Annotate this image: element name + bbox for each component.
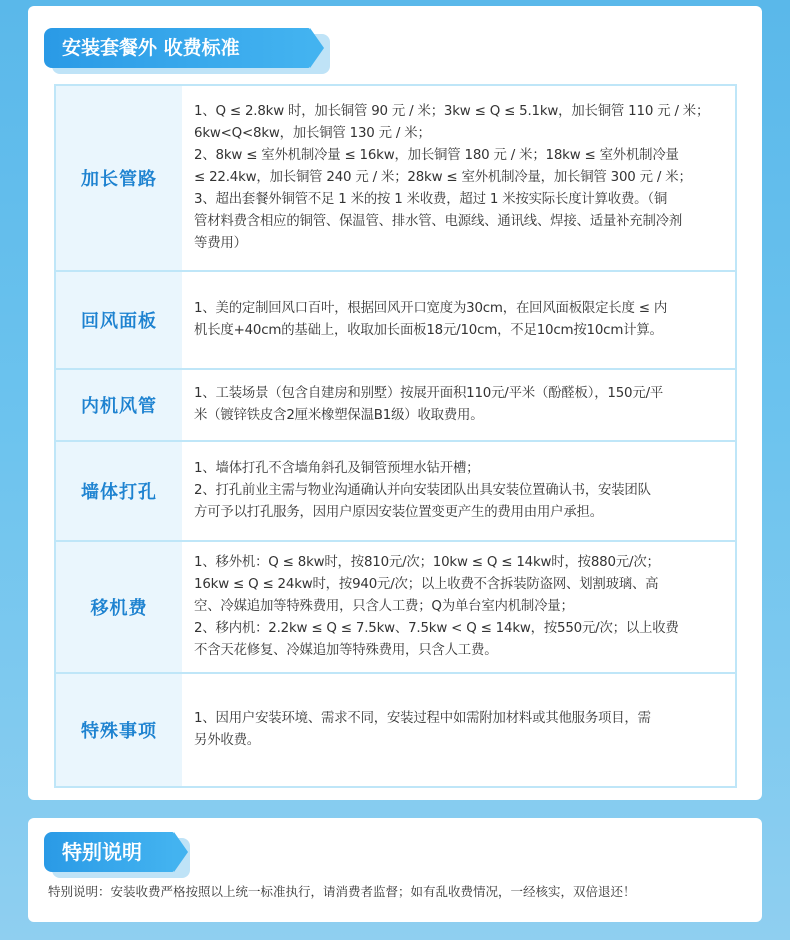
row-line: 等费用） [194,236,247,251]
row-line: 方可予以打孔服务，因用户原因安装位置变更产生的费用由用户承担。 [194,505,603,520]
table-row-extended-pipe [56,86,735,272]
row-label: 移机费 [56,542,182,672]
row-line: 2、移内机：2.2kw ≤ Q ≤ 7.5kw、7.5kw < Q ≤ 14kw，按550元/次；以上收费 [194,621,679,636]
row-line: 空、冷媒追加等特殊费用，只含人工费；Q为单台室内机制冷量； [194,599,574,614]
section-title-fees: 安装套餐外 收费标准 [44,28,310,68]
row-label: 回风面板 [56,272,182,368]
row-line: 1、因用户安装环境、需求不同，安装过程中如需附加材料或其他服务项目，需 [194,711,651,726]
row-line: 不含天花修复、冷媒追加等特殊费用，只含人工费。 [194,643,498,658]
row-line: 16kw ≤ Q ≤ 24kw时，按940元/次；以上收费不含拆装防盗网、划割玻璃、高 [194,577,659,592]
fee-standard-card [28,6,762,800]
row-line: ≤ 22.4kw，加长铜管 240 元 / 米；28kw ≤ 室外机制冷量，加长铜管 300 元 / 米； [194,170,692,185]
row-content [182,86,735,270]
table-row-relocation-fee [56,542,735,674]
fee-table [54,84,737,788]
row-line: 管材料费含相应的铜管、保温管、排水管、电源线、通讯线、焊接、适量补充制冷剂 [194,214,683,229]
row-line: 机长度+40cm的基础上，收取加长面板18元/10cm，不足10cm按10cm计算。 [194,323,663,338]
special-notes-text: 特别说明：安装收费严格按照以上统一标准执行，请消费者监督；如有乱收费情况，一经核实，双倍退还！ [48,884,636,899]
row-content [182,442,735,540]
table-row-return-air-panel [56,272,735,370]
row-label: 加长管路 [56,86,182,270]
table-row-special-matters [56,674,735,786]
row-line: 1、Q ≤ 2.8kw 时，加长铜管 90 元 / 米；3kw ≤ Q ≤ 5.1kw，加长铜管 110 元 / 米； [194,104,710,119]
special-notes-card [28,818,762,922]
row-line: 1、移外机：Q ≤ 8kw时，按810元/次；10kw ≤ Q ≤ 14kw时，按880元/次； [194,555,660,570]
row-content [182,370,735,440]
table-row-indoor-duct [56,370,735,442]
row-line: 另外收费。 [194,733,260,748]
row-line: 2、8kw ≤ 室外机制冷量 ≤ 16kw，加长铜管 180 元 / 米；18kw ≤ 室外机制冷量 [194,148,679,163]
row-line: 米（镀锌铁皮含2厘米橡塑保温B1级）收取费用。 [194,408,484,423]
row-line: 3、超出套餐外铜管不足 1 米的按 1 米收费，超过 1 米按实际长度计算收费。（铜 [194,192,668,207]
row-content [182,674,735,786]
row-content [182,272,735,368]
row-content [182,542,735,672]
row-line: 6kw<Q<8kw，加长铜管 130 元 / 米； [194,126,431,141]
row-line: 1、美的定制回风口百叶，根据回风开口宽度为30cm，在回风面板限定长度 ≤ 内 [194,301,668,316]
table-row-wall-drilling [56,442,735,542]
row-line: 1、墙体打孔不含墙角斜孔及铜管预埋水钻开槽； [194,461,480,476]
row-label: 内机风管 [56,370,182,440]
row-label: 墙体打孔 [56,442,182,540]
row-line: 2、打孔前业主需与物业沟通确认并向安装团队出具安装位置确认书，安装团队 [194,483,651,498]
row-line: 1、工装场景（包含自建房和别墅）按展开面积110元/平米（酚醛板），150元/平 [194,386,664,401]
section-title-notes: 特别说明 [44,832,174,872]
row-label: 特殊事项 [56,674,182,786]
